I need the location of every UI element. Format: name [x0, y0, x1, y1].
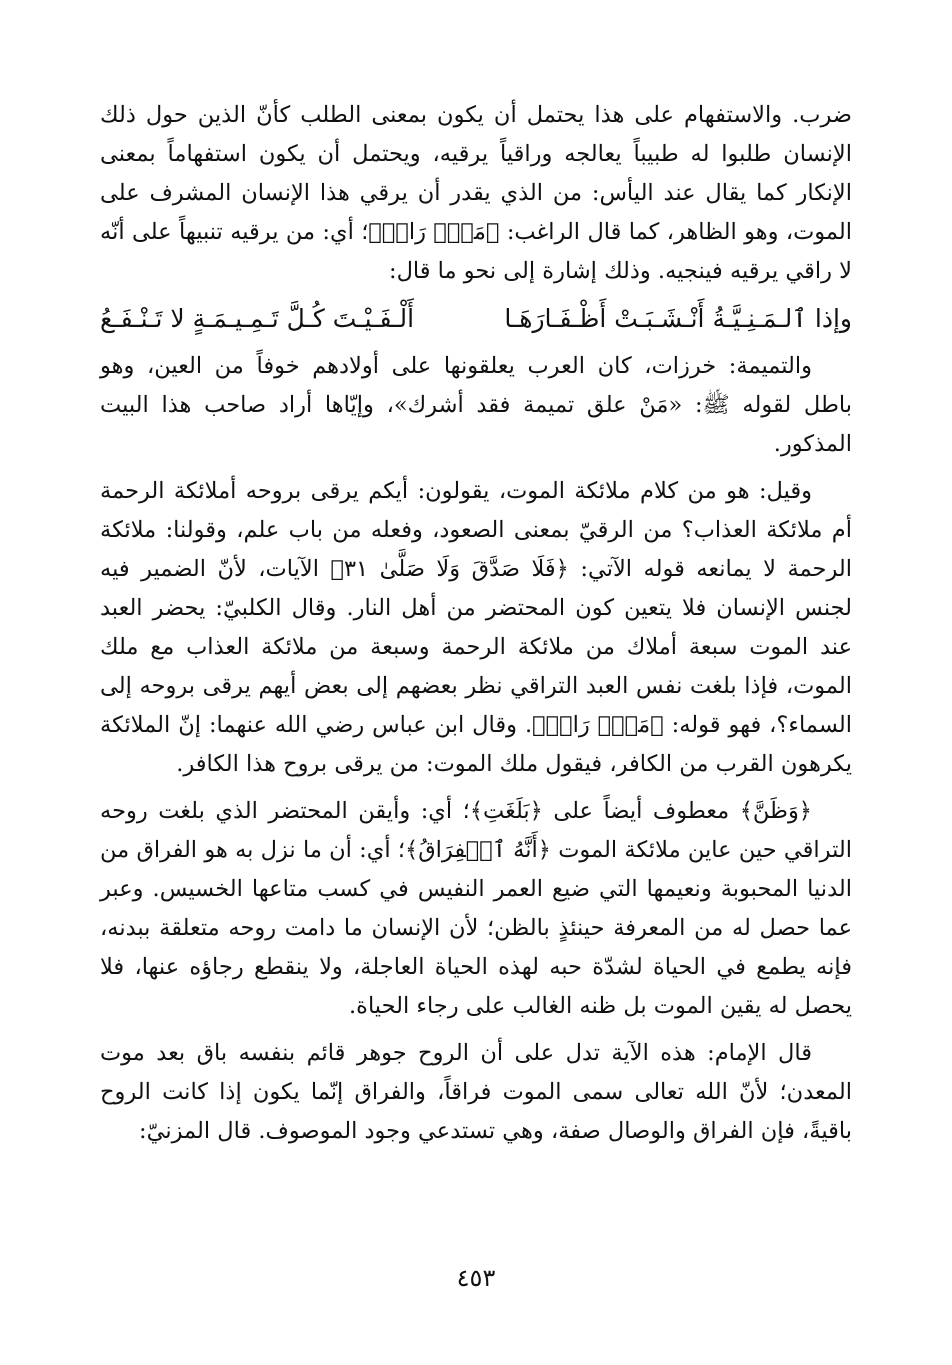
paragraph-2: والتميمة: خرزات، كان العرب يعلقونها على أولادهم خوفاً من العين، وهو باطل لقوله ﷺ: «مَنْ علق تميمة فقد أشرك»، وإيّاها أراد صاحب هذا البيت المذكور.: [100, 353, 852, 457]
paragraph-5: قال الإمام: هذه الآية تدل على أن الروح جوهر قائم بنفسه باق بعد موت المعدن؛ لأنّ الله تعالى سمى الموت فراقاً، والفراق إنّما يكون إذا كانت الروح باقيةً، فإن الفراق والوصال صفة، وهي تستدعي وجود الموصوف. قال المزنيّ:: [100, 1040, 852, 1144]
body-text: [100, 96, 852, 1151]
paragraph-4: ﴿وَظَنَّ﴾ معطوف أيضاً على ﴿بَلَغَتِ﴾؛ أي: وأيقن المحتضر الذي بلغت روحه التراقي حين عاين ملائكة الموت ﴿أَنَّهُ ٱلۡفِرَاقُ﴾؛ أي: أن ما نزل به هو الفراق من الدنيا المحبوبة ونعيمها التي ضيع العمر النفيس في كسب متاعها الخسيس. وعبر عما حصل له من المعرفة حينئذٍ بالظن؛ لأن الإنسان ما دامت روحه متعلقة ببدنه، فإنه يطمع في الحياة لشدّة حبه لهذه الحياة العاجلة، ولا ينقطع رجاؤه عنها، فلا يحصل له يقين الموت بل ظنه الغالب على رجاء الحياة.: [100, 798, 852, 1019]
paragraph-3: وقيل: هو من كلام ملائكة الموت، يقولون: أيكم يرقى بروحه أملائكة الرحمة أم ملائكة العذاب؟ من الرقيّ بمعنى الصعود، وفعله من باب علم، وقولنا: ملائكة الرحمة لا يمانعه قوله الآتي: ﴿فَلَا صَدَّقَ وَلَا صَلَّىٰ ٣١﴾ الآيات، لأنّ الضمير فيه لجنس الإنسان فلا يتعين كون المحتضر من أهل النار. وقال الكلبيّ: يحضر العبد عند الموت سبعة أملاك من ملائكة الرحمة وسبعة من ملائكة العذاب مع ملك الموت، فإذا بلغت نفس العبد التراقي نظر بعضهم إلى بعض أيهم يرقى بروحه إلى السماء؟، فهو قوله: ﴿مَنۡۜ رَاقٖ﴾. وقال ابن عباس رضي الله عنهما: إنّ الملائكة يكرهون القرب من الكافر، فيقول ملك الموت: من يرقى بروح هذا الكافر.: [100, 478, 852, 777]
page-number: ٤٥٣: [456, 1264, 496, 1292]
poetry-verse: [100, 295, 852, 343]
verse-second-hemistich: أَلْـفَـيْـتَ كُـلَّ تَـمِـيـمَـةٍ لا تَـنْـفَـعُ: [100, 304, 415, 333]
paragraph-1: ضرب. والاستفهام على هذا يحتمل أن يكون بمعنى الطلب كأنّ الذين حول ذلك الإنسان طلبوا له طبيباً يعالجه وراقياً يرقيه، ويحتمل أن يكون استفهاماً بمعنى الإنكار كما يقال عند اليأس: من الذي يقدر أن يرقي هذا الإنسان المشرف على الموت، وهو الظاهر، كما قال الراغب: ﴿مَنۡۜ رَاقٖ﴾؛ أي: من يرقيه تنبيهاً على أنّه لا راقي يرقيه فينجيه. وذلك إشارة إلى نحو ما قال:: [100, 102, 852, 284]
verse-first-hemistich: وإذا ٱلـمَـنِـيَّـةُ أَنْـشَـبَـتْ أَظْـفَـارَهَـا: [504, 304, 852, 333]
